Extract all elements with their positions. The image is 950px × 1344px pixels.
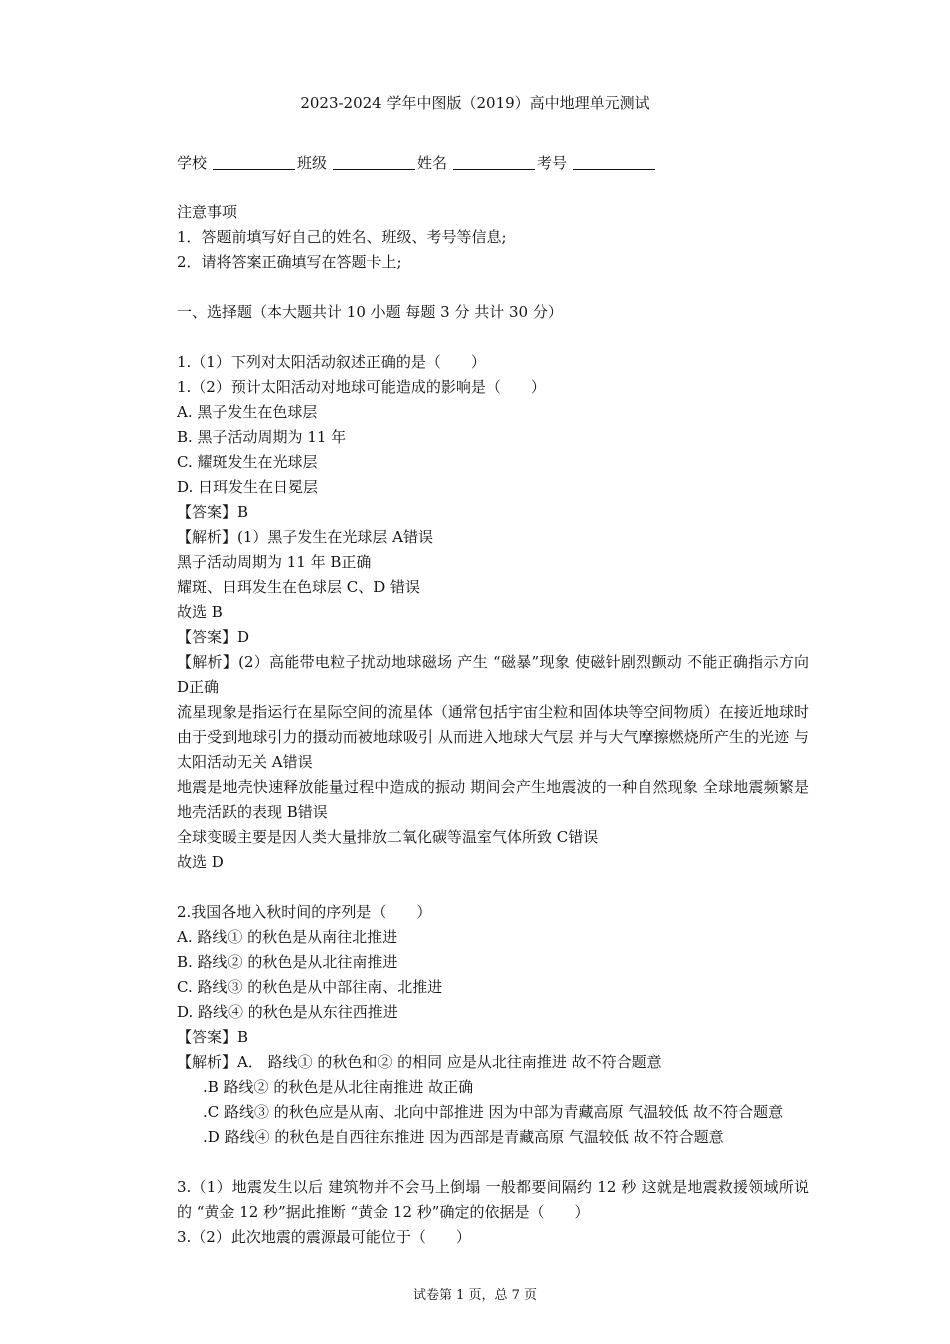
analysis-line: 故选 D [177, 853, 224, 871]
question-3-part-1: 3.（1）地震发生以后 建筑物并不会马上倒塌 一般都要间隔约 12 秒 这就是地震救援领域所说的 “黄金 12 秒”据此推断 “黄金 12 秒”确定的依据是（ ） [177, 1178, 809, 1221]
answer-label: 【答案】B [177, 1028, 249, 1046]
spacer [177, 275, 809, 300]
question-3-part-2: 3.（2）此次地震的震源最可能位于（ ） [177, 1228, 471, 1246]
option-c: C. 路线③ 的秋色是从中部往南、北推进 [177, 978, 443, 996]
option-d: D. 路线④ 的秋色是从东往西推进 [177, 1003, 398, 1021]
analysis-paragraph: 地震是地壳快速释放能量过程中造成的振动 期间会产生地震波的一种自然现象 全球地震频繁是地壳活跃的表现 B错误 [177, 778, 809, 821]
analysis-paragraph: 流星现象是指运行在星际空间的流星体（通常包括宇宙尘粒和固体块等空间物质）在接近地球时由于受到地球引力的摄动而被地球吸引 从而进入地球大气层 并与大气摩擦燃烧所产生的光迹 与太阳活动无关 A错误 [177, 703, 809, 771]
option-a: A. 路线① 的秋色是从南往北推进 [177, 928, 398, 946]
class-label: 班级 [297, 154, 328, 172]
student-info-row [177, 152, 657, 174]
analysis-paragraph: .C 路线③ 的秋色应是从南、北向中部推进 因为中部为青藏高原 气温较低 故不符合题意 [203, 1103, 784, 1121]
page-footer: 试卷第 1 页，总 7 页 [412, 1288, 538, 1303]
answer-label: 【答案】D [177, 628, 250, 646]
question-1-part-2: 1.（2）预计太阳活动对地球可能造成的影响是（ ） [177, 378, 546, 396]
analysis-paragraph: 【解析】(2）高能带电粒子扰动地球磁场 产生 “磁暴”现象 使磁针剧烈颤动 不能正确指示方向 D正确 [177, 653, 809, 696]
document-title: 2023-2024 学年中图版（2019）高中地理单元测试 [300, 94, 650, 112]
notice-heading: 注意事项 [177, 203, 238, 221]
name-blank [453, 155, 535, 170]
option-b: B. 黑子活动周期为 11 年 [177, 428, 347, 446]
analysis-line: .D 路线④ 的秋色是自西往东推进 因为西部是青藏高原 气温较低 故不符合题意 [203, 1128, 724, 1146]
class-blank [333, 155, 415, 170]
analysis-line: 故选 B [177, 603, 223, 621]
option-d: D. 日珥发生在日冕层 [177, 478, 319, 496]
notice-item: 1．答题前填写好自己的姓名、班级、考号等信息; [177, 228, 507, 246]
school-blank [213, 155, 295, 170]
option-b: B. 路线② 的秋色是从北往南推进 [177, 953, 398, 971]
analysis-line: 耀斑、日珥发生在色球层 C、D 错误 [177, 578, 421, 596]
section-heading: 一、选择题（本大题共计 10 小题 每题 3 分 共计 30 分） [177, 303, 563, 321]
spacer [177, 325, 809, 350]
question-2: 2.我国各地入秋时间的序列是（ ） [177, 903, 432, 921]
school-label: 学校 [177, 154, 208, 172]
notice-item: 2．请将答案正确填写在答题卡上; [177, 253, 402, 271]
option-c: C. 耀斑发生在光球层 [177, 453, 318, 471]
exam-no-label: 考号 [537, 154, 568, 172]
analysis-line: 全球变暖主要是因人类大量排放二氧化碳等温室气体所致 C错误 [177, 828, 599, 846]
exam-no-blank [573, 155, 655, 170]
analysis-line: 【解析】A． 路线① 的秋色和② 的相同 应是从北往南推进 故不符合题意 [177, 1053, 662, 1071]
spacer [177, 1150, 809, 1175]
name-label: 姓名 [417, 154, 448, 172]
analysis-line: .B 路线② 的秋色是从北往南推进 故正确 [203, 1078, 474, 1096]
spacer [177, 875, 809, 900]
exam-body [177, 200, 809, 1250]
option-a: A. 黑子发生在色球层 [177, 403, 318, 421]
analysis-line: 【解析】(1）黑子发生在光球层 A错误 [177, 528, 433, 546]
answer-label: 【答案】B [177, 503, 249, 521]
analysis-line: 黑子活动周期为 11 年 B正确 [177, 553, 372, 571]
question-1-part-1: 1.（1）下列对太阳活动叙述正确的是（ ） [177, 353, 486, 371]
